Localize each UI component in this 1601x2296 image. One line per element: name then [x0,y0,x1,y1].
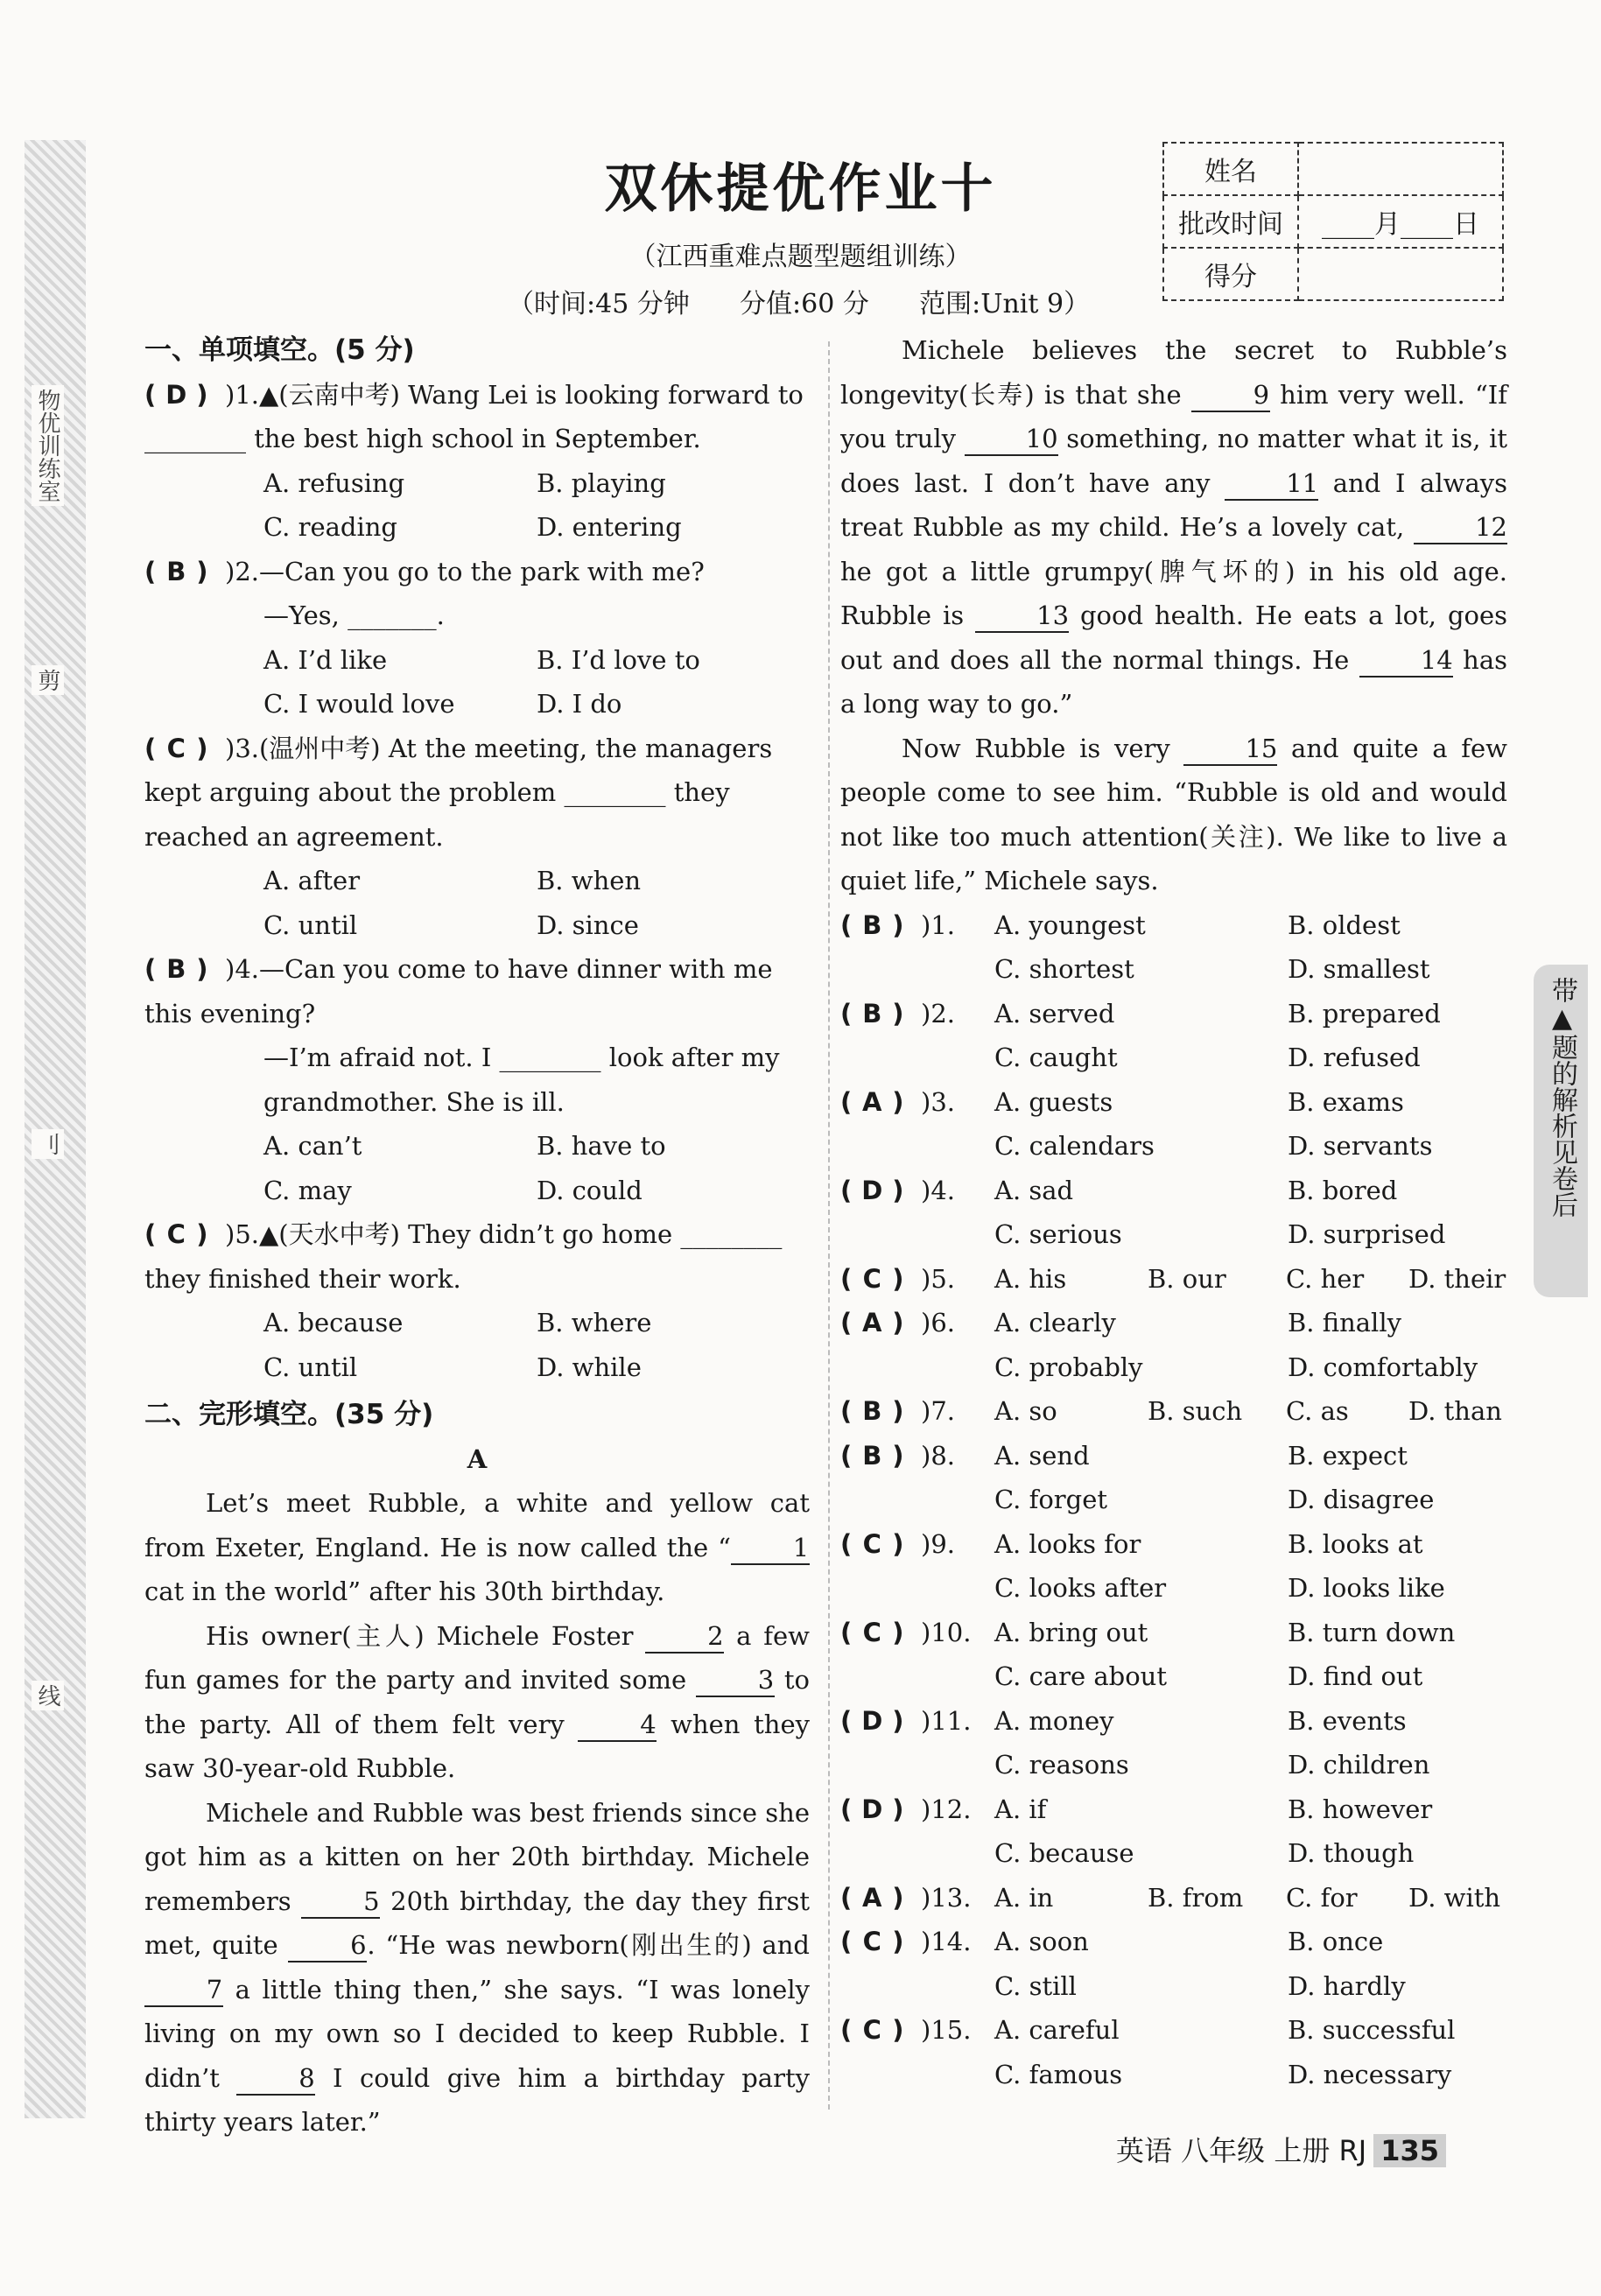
option[interactable]: D. servants [1288,1131,1433,1161]
question: ( B ) )4.—Can you come to have dinner with me this evening? —I’m afraid not. I ________ look after my grandmother. She is ill. A. can’t B. have to C. may D. could [144,947,810,1212]
option[interactable]: A. soon [994,1927,1089,1956]
cloze-blank[interactable]: 5 [301,1885,380,1919]
option[interactable]: C. forget [994,1485,1108,1514]
cloze-blank[interactable]: 12 [1414,511,1507,544]
option[interactable]: C. shortest [994,954,1134,984]
page-number: 135 [1373,2134,1446,2167]
cloze-blank[interactable]: 7 [144,1974,223,2007]
option[interactable]: C. because [994,1838,1134,1868]
option[interactable]: C. reading [263,512,397,542]
option[interactable]: C. I would love [263,689,455,719]
option[interactable]: A. can’t [263,1131,362,1161]
cloze-question: ( D ) )11. A. money B. events C. reasons D. children [840,1699,1507,1787]
option[interactable]: B. bored [1288,1175,1398,1205]
page-footer [1116,2129,1446,2169]
answer-bracket[interactable]: ( C ) [840,2015,904,2045]
option[interactable]: D. though [1288,1838,1415,1868]
option[interactable]: D. their [1408,1263,1506,1294]
section1-heading: 一、单项填空。(5 分) [144,334,415,366]
page-title: 双休提优作业十 [604,158,997,220]
option[interactable]: A. looks for [994,1528,1141,1559]
passage-paragraph: Michele and Rubble was best friends since she got him as a kitten on her 20th birthday. Michele remembers 5 20th birthday, the day they first met, quite 6. “He was newborn(刚出生的) and 7 a little thing then,” she says. “I was lonely living on my own so I decided to keep Rubble. I didn’t 8 I could give him a birthday party thirty years later.” [144,1797,810,2137]
cloze-blank[interactable]: 1 [731,1532,810,1565]
cloze-questions [840,903,1507,2097]
option[interactable]: C. as [1286,1396,1349,1426]
option[interactable]: A. because [263,1308,404,1338]
option[interactable]: B. prepared [1288,998,1441,1029]
option[interactable]: A. sad [994,1175,1074,1205]
section1-questions [144,373,810,1390]
cloze-question: ( B ) )7. A. so B. such C. as D. than [840,1389,1507,1434]
meta-time: （时间:45 分钟 [508,289,690,319]
question: ( C ) )3.(温州中考) At the meeting, the managers kept arguing about the problem ________ they reached an agreement. A. after B. when C. until D. since [144,727,810,948]
question-stem: —Can you go to the park with me? [258,556,705,586]
option[interactable]: C. probably [994,1352,1143,1382]
passage-paragraph: Now Rubble is very 15 and quite a few people come to see him. “Rubble is old and would not like too much attention(关注). We like to live a quiet life,” Michele says. [840,733,1507,895]
question: ( B ) )2.—Can you go to the park with me? —Yes, _______. A. I’d like B. I’d love to C. I would love D. I do [144,550,810,727]
option[interactable]: C. care about [994,1661,1168,1691]
option[interactable]: A. guests [994,1086,1113,1117]
answer-bracket[interactable]: ( C ) [840,1528,904,1559]
option[interactable]: B. finally [1288,1308,1401,1338]
strip-label-mid1: 剪 [32,665,64,695]
answer-bracket[interactable]: ( C ) [144,733,208,763]
option[interactable]: A. money [994,1705,1114,1736]
option[interactable]: A. bring out [994,1617,1148,1647]
option[interactable]: D. entering [537,512,682,542]
cloze-blank[interactable]: 9 [1191,379,1270,412]
option[interactable]: D. find out [1288,1661,1423,1691]
section2-heading: 二、完形填空。(35 分) [144,1399,434,1430]
meta-scope: 范围:Unit 9） [919,289,1091,319]
option[interactable]: D. with [1408,1882,1501,1913]
cloze-question: ( C ) )5. A. his B. our C. her D. their [840,1257,1507,1302]
option[interactable]: C. looks after [994,1573,1167,1603]
option[interactable]: C. still [994,1970,1077,2001]
option[interactable]: D. I do [537,689,622,719]
cloze-question: ( D ) )4. A. sad B. bored C. serious D. surprised [840,1169,1507,1257]
cloze-blank[interactable]: 10 [965,423,1058,456]
question-stem: (温州中考) At the meeting, the managers kept arguing about the problem ________ they reached an agreement. [144,733,773,852]
score-label: 得分 [1163,248,1298,300]
option[interactable]: B. once [1288,1927,1384,1956]
option[interactable]: D. necessary [1288,2059,1452,2089]
passage-paragraph: Michele believes the secret to Rubble’s longevity(长寿) is that she 9 him very well. “If you truly 10 something, no matter what it is, it does last. I don’t have any 11 and I always treat Rubble as my child. He’s a lovely cat, 12 he got a little grumpy(脾气坏的) in his old age. Rubble is 13 good health. He eats a lot, goes out and does all the normal things. He 14 has a long way to go.” [840,335,1508,719]
option[interactable]: B. such [1148,1396,1243,1426]
option[interactable]: C. her [1286,1263,1365,1294]
option[interactable]: C. until [263,1352,358,1382]
cloze-question: ( C ) )14. A. soon B. once C. still D. hardly [840,1920,1507,2008]
cloze-question: ( C ) )10. A. bring out B. turn down C. care about D. find out [840,1611,1507,1699]
question-stem: ▲(天水中考) They didn’t go home ________ they finished their work. [144,1219,783,1294]
footer-text: 英语 八年级 上册 RJ [1116,2134,1367,2167]
strip-label-bottom: 线 [32,1681,64,1710]
answer-bracket[interactable]: ( B ) [144,556,208,586]
cloze-blank[interactable]: 8 [236,2062,315,2096]
cloze-question: ( B ) )8. A. send B. expect C. forget D. disagree [840,1434,1507,1522]
date-field[interactable]: ____月____日 [1298,195,1503,248]
option[interactable]: C. serious [994,1219,1122,1249]
option[interactable]: D. than [1408,1396,1502,1426]
option[interactable]: B. looks at [1288,1528,1423,1559]
page-subtitle: （江西重难点题型题组训练） [629,242,972,272]
option[interactable]: B. turn down [1288,1617,1456,1647]
option[interactable]: A. careful [994,2015,1120,2045]
option[interactable]: A. served [994,998,1115,1029]
option[interactable]: A. refusing [263,467,405,498]
option[interactable]: D. refused [1288,1043,1421,1072]
answer-bracket[interactable]: ( D ) [840,1705,904,1736]
option[interactable]: C. for [1286,1882,1358,1913]
option[interactable]: B. however [1288,1794,1433,1824]
column-divider [828,341,830,2110]
strip-label-mid2: 刂 [32,1129,64,1159]
option[interactable]: C. caught [994,1043,1118,1072]
option[interactable]: B. when [537,866,642,895]
answer-bracket[interactable]: ( B ) [840,909,904,940]
option[interactable]: D. children [1288,1750,1430,1780]
score-field[interactable] [1298,248,1503,300]
cloze-question: ( A ) )6. A. clearly B. finally C. probably D. comfortably [840,1301,1507,1389]
answer-bracket[interactable]: ( B ) [840,1396,904,1426]
option[interactable]: A. clearly [994,1308,1116,1338]
info-box [1162,142,1504,301]
option[interactable]: A. if [994,1794,1047,1824]
answer-bracket[interactable]: ( D ) [840,1794,904,1824]
answer-bracket[interactable]: ( A ) [840,1308,904,1338]
answer-bracket[interactable]: ( B ) [840,998,904,1029]
passage-paragraph: His owner(主人) Michele Foster 2 a few fun games for the party and invited some 3 to the party. All of them felt very 4 when they saw 30-year-old Rubble. [144,1620,811,1783]
cloze-blank[interactable]: 6 [288,1929,367,1962]
option[interactable]: A. in [994,1882,1054,1913]
option[interactable]: B. exams [1288,1086,1404,1117]
answer-bracket[interactable]: ( C ) [840,1617,904,1647]
option[interactable]: A. I’d like [263,644,388,675]
option[interactable]: A. so [994,1396,1057,1426]
option[interactable]: D. smallest [1288,954,1430,984]
cloze-question: ( A ) )3. A. guests B. exams C. calendars D. servants [840,1080,1507,1169]
option[interactable]: B. from [1148,1882,1244,1913]
date-label: 批改时间 [1163,195,1298,248]
option[interactable]: B. our [1148,1263,1226,1294]
option[interactable]: B. playing [537,467,666,498]
cloze-blank[interactable]: 15 [1183,733,1277,766]
option[interactable]: B. successful [1288,2015,1456,2045]
answer-bracket[interactable]: ( C ) [840,1263,904,1294]
cloze-question: ( B ) )1. A. youngest B. oldest C. shortest D. smallest [840,903,1507,992]
option[interactable]: B. expect [1288,1440,1408,1471]
option[interactable]: A. send [994,1440,1090,1471]
strip-label-top: 物优训练室 [32,385,64,506]
option[interactable]: D. surprised [1288,1219,1446,1249]
option[interactable]: D. since [537,909,639,940]
answer-bracket[interactable]: ( D ) [840,1175,904,1205]
question-stem: ▲(云南中考) Wang Lei is looking forward to ________ the best high school in September. [144,379,804,453]
answer-bracket[interactable]: ( C ) [840,1927,904,1956]
question: ( C ) )5.▲(天水中考) They didn’t go home ________ they finished their work. A. because B. where C. until D. while [144,1212,810,1389]
cloze-blank[interactable]: 3 [696,1664,775,1697]
answer-bracket[interactable]: ( B ) [840,1440,904,1471]
name-field[interactable] [1298,143,1503,195]
cloze-question: ( C ) )9. A. looks for B. looks at C. looks after D. looks like [840,1522,1507,1611]
option[interactable]: D. while [537,1352,642,1382]
answer-bracket[interactable]: ( B ) [144,954,208,984]
left-column [144,328,810,2145]
cloze-blank[interactable]: 4 [578,1709,657,1742]
option[interactable]: C. famous [994,2059,1123,2089]
cloze-question: ( D ) )12. A. if B. however C. because D. though [840,1787,1507,1876]
answer-bracket[interactable]: ( D ) [144,379,208,410]
option[interactable]: B. I’d love to [537,644,700,675]
question-stem: —Can you come to have dinner with me this evening? [144,954,773,1029]
name-label: 姓名 [1163,143,1298,195]
option[interactable]: C. may [263,1175,352,1205]
option[interactable]: A. his [994,1263,1067,1294]
cloze-blank[interactable]: 11 [1225,467,1318,501]
cloze-question: ( B ) )2. A. served B. prepared C. caught D. refused [840,992,1507,1080]
cloze-blank[interactable]: 13 [975,600,1069,633]
cloze-blank[interactable]: 2 [645,1620,724,1654]
meta-score: 分值:60 分 [740,289,869,319]
cloze-question: ( A ) )13. A. in B. from C. for D. with [840,1876,1507,1920]
question-stem-2: —I’m afraid not. I ________ look after my grandmother. She is ill. [263,1043,780,1117]
cloze-blank[interactable]: 14 [1359,644,1453,678]
option[interactable]: A. youngest [994,909,1146,940]
option[interactable]: B. events [1288,1705,1407,1736]
right-column [840,328,1507,2096]
option[interactable]: A. after [263,866,361,895]
exam-meta [508,282,1090,320]
option[interactable]: D. comfortably [1288,1352,1478,1382]
answer-bracket[interactable]: ( A ) [840,1882,904,1913]
side-tab: 带▲题的解析见卷后 [1534,965,1588,1297]
option[interactable]: C. reasons [994,1750,1129,1780]
question-stem-2: —Yes, _______. [263,600,445,630]
option[interactable]: D. could [537,1175,643,1205]
cloze-question: ( C ) )15. A. careful B. successful C. famous D. necessary [840,2008,1507,2096]
question: ( D ) )1.▲(云南中考) Wang Lei is looking forward to ________ the best high school in September. A. refusing B. playing C. reading D. entering [144,373,810,550]
answer-bracket[interactable]: ( C ) [144,1219,208,1249]
passage-paragraph: Let’s meet Rubble, a white and yellow cat from Exeter, England. He is now called the “ 1 cat in the world” after his 30th birthday. [144,1488,810,1606]
option[interactable]: D. looks like [1288,1573,1445,1603]
option[interactable]: C. calendars [994,1131,1155,1161]
answer-bracket[interactable]: ( A ) [840,1086,904,1117]
option[interactable]: B. where [537,1308,652,1338]
passage-label: A [467,1443,488,1474]
option[interactable]: B. oldest [1288,909,1401,940]
option[interactable]: D. disagree [1288,1485,1435,1514]
option[interactable]: B. have to [537,1131,666,1161]
option[interactable]: D. hardly [1288,1970,1406,2001]
option[interactable]: C. until [263,909,358,940]
